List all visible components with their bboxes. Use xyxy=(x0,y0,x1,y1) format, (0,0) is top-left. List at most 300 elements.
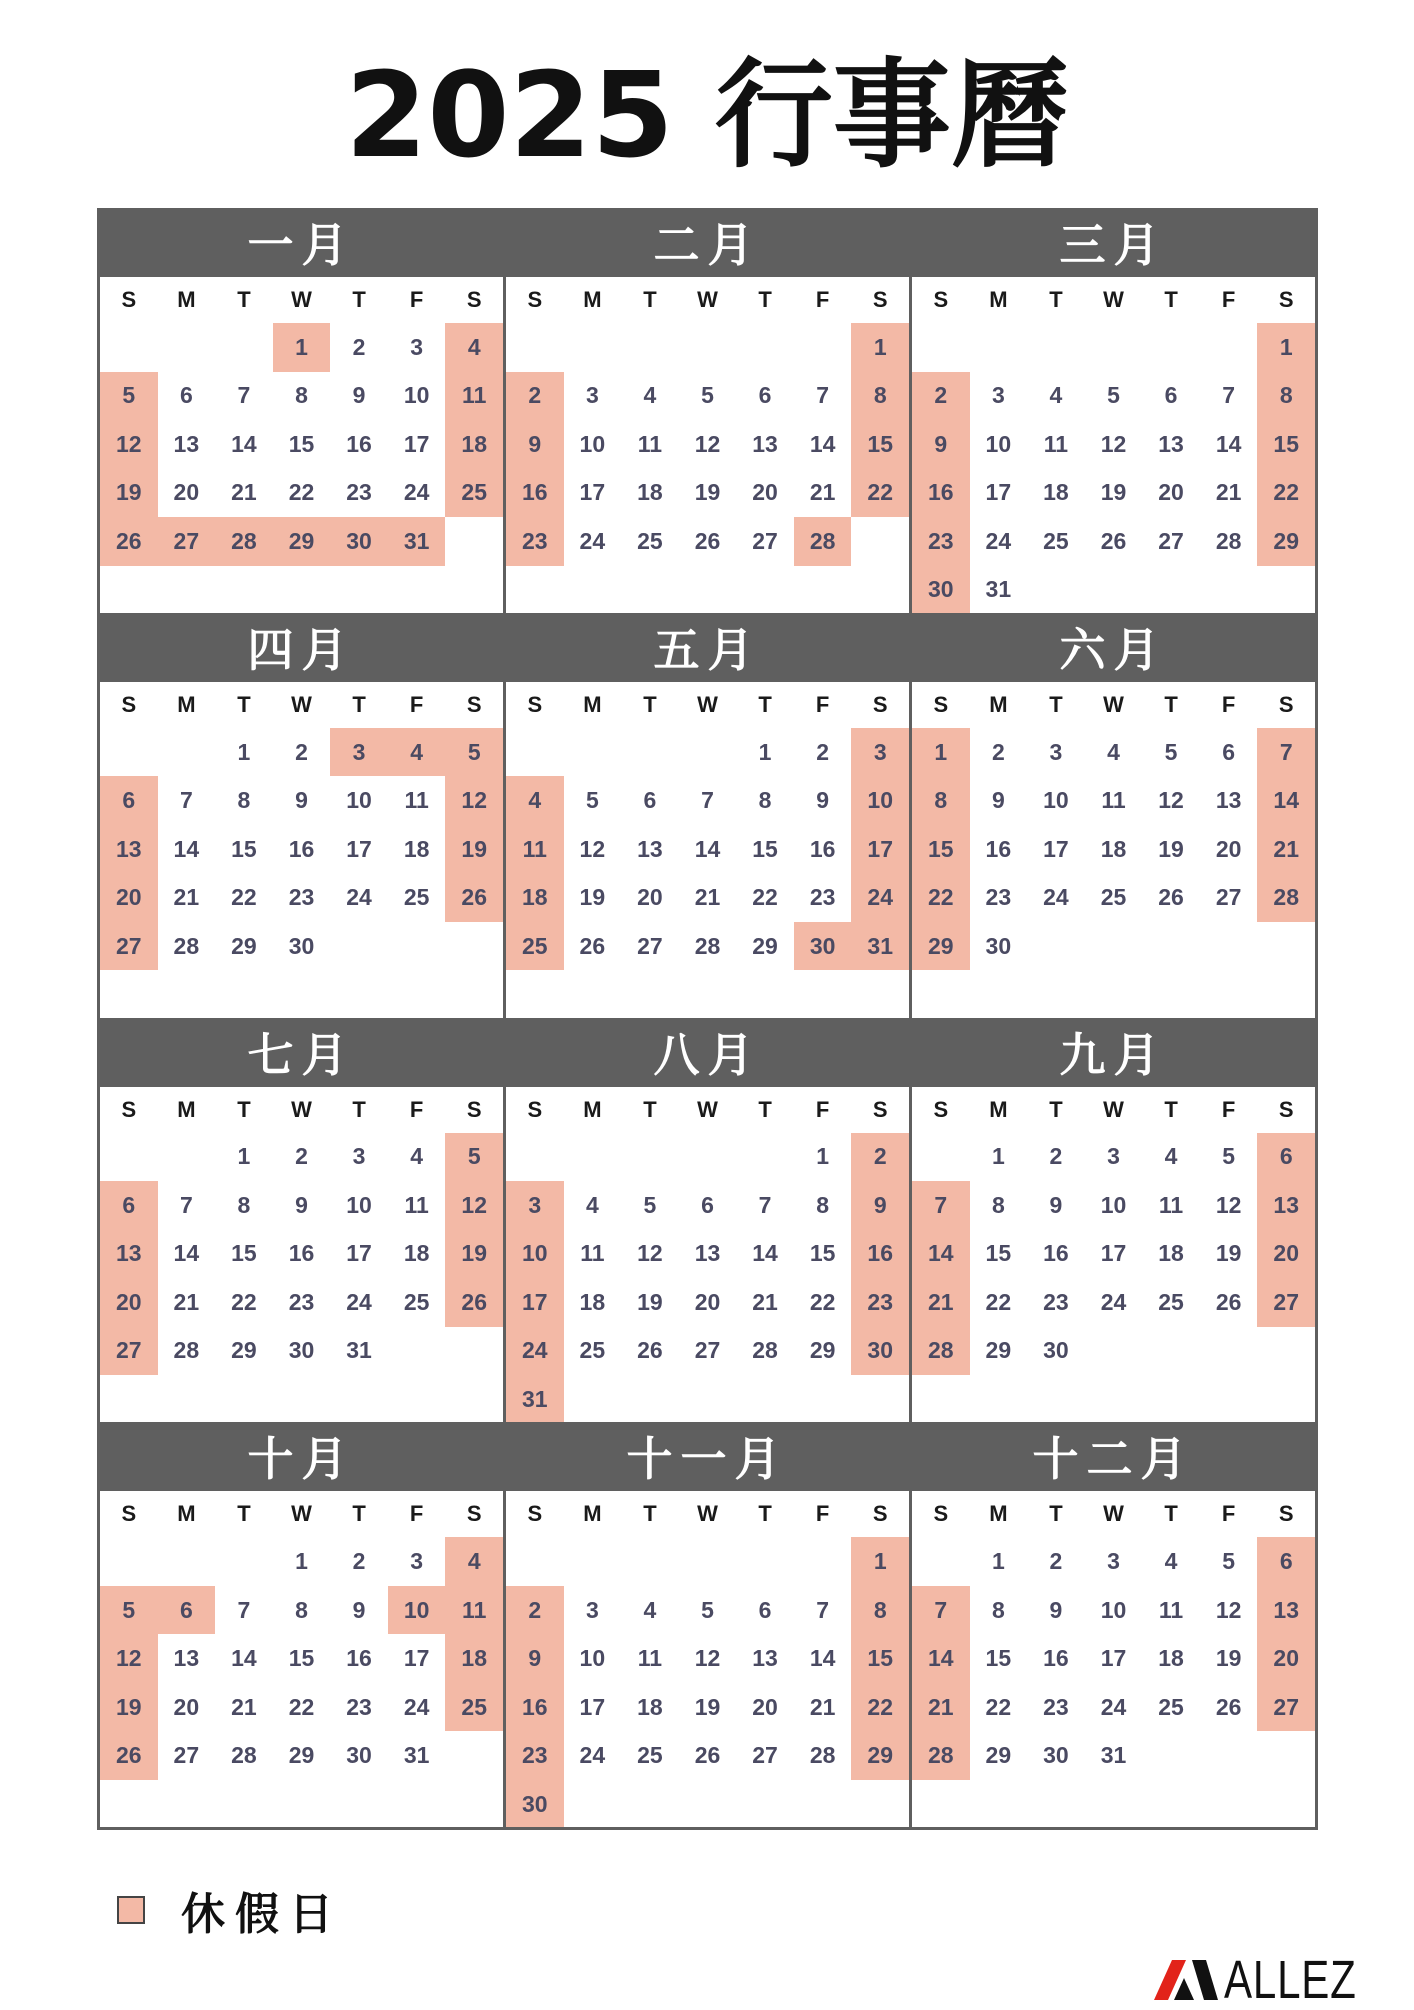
day-cell: 8 xyxy=(295,382,308,409)
day-cell: 1 xyxy=(991,1143,1005,1170)
day-cell: 12 xyxy=(694,430,721,457)
day-cell: 14 xyxy=(173,1240,200,1267)
weekday-label: S xyxy=(466,691,482,717)
holiday-day-cell: 22 xyxy=(851,1683,909,1732)
day-cell: 22 xyxy=(231,884,257,910)
day-cell: 11 xyxy=(637,1645,663,1671)
day-cell: 19 xyxy=(1158,835,1184,862)
day-cell: 7 xyxy=(816,1596,830,1623)
day-cell: 26 xyxy=(1158,884,1184,910)
day-cell: 2 xyxy=(352,333,366,360)
weekday-label: M xyxy=(989,287,1008,312)
month-block xyxy=(912,211,1315,613)
holiday-day-cell: 21 xyxy=(1257,825,1315,874)
weekday-label: S xyxy=(1278,287,1294,312)
weekday-label: W xyxy=(697,1096,718,1122)
holiday-day-cell: 9 xyxy=(506,1634,564,1683)
day-cell: 1 xyxy=(991,1548,1005,1574)
day-cell: 7 xyxy=(701,787,714,813)
day-cell: 20 xyxy=(1158,479,1184,506)
day-cell: 26 xyxy=(694,527,721,554)
weekday-label: S xyxy=(933,1501,949,1527)
day-cell: 27 xyxy=(173,1742,200,1768)
day-cell: 25 xyxy=(1043,527,1069,554)
day-cell: 3 xyxy=(410,333,424,360)
day-cell: 25 xyxy=(579,1337,606,1364)
holiday-day-cell: 25 xyxy=(445,1683,503,1732)
day-cell: 18 xyxy=(637,1693,663,1720)
weekday-label: S xyxy=(121,1096,137,1122)
month-header: 五月 xyxy=(506,616,909,682)
day-cell: 13 xyxy=(694,1240,721,1267)
month-block xyxy=(100,1021,503,1423)
weekday-label: T xyxy=(1049,287,1063,312)
month-header: 二月 xyxy=(506,211,909,277)
weekday-label: T xyxy=(1164,287,1178,312)
day-cell: 8 xyxy=(816,1191,830,1218)
day-cell: 9 xyxy=(352,1596,366,1623)
holiday-day-cell: 7 xyxy=(912,1586,970,1635)
day-cell: 9 xyxy=(1049,1596,1063,1623)
day-cell: 21 xyxy=(173,1288,200,1315)
empty-cell xyxy=(158,1537,216,1586)
day-cell: 28 xyxy=(809,1742,836,1768)
weekday-label: T xyxy=(643,1096,657,1122)
holiday-day-cell: 15 xyxy=(851,1634,909,1683)
holiday-day-cell: 6 xyxy=(100,1181,158,1230)
weekday-label: F xyxy=(1221,1096,1236,1122)
day-cell: 10 xyxy=(346,1191,372,1218)
day-cell: 30 xyxy=(346,1742,372,1768)
day-cell: 7 xyxy=(237,382,251,409)
holiday-day-cell: 23 xyxy=(506,517,564,566)
day-cell: 14 xyxy=(809,1645,836,1671)
weekday-label: S xyxy=(121,1501,137,1527)
year-calendar-grid xyxy=(97,208,1318,1830)
weekday-label: T xyxy=(237,1096,251,1122)
day-cell: 16 xyxy=(809,835,836,862)
month-days-grid xyxy=(912,682,1315,1018)
day-cell: 1 xyxy=(237,1143,251,1170)
day-cell: 22 xyxy=(288,1693,315,1720)
day-cell: 28 xyxy=(173,932,200,959)
holiday-day-cell: 26 xyxy=(100,517,158,566)
day-cell: 26 xyxy=(637,1337,663,1364)
holiday-day-cell: 12 xyxy=(445,1181,503,1230)
day-cell: 24 xyxy=(403,479,430,506)
day-cell: 7 xyxy=(179,1191,193,1218)
day-cell: 12 xyxy=(1215,1191,1242,1218)
weekday-label: W xyxy=(291,1096,312,1122)
legend-label: 休假日 xyxy=(181,1889,343,1940)
day-cell: 19 xyxy=(1100,479,1127,506)
day-cell: 24 xyxy=(579,1742,606,1768)
weekday-label: W xyxy=(291,1501,312,1527)
day-cell: 27 xyxy=(752,1742,778,1768)
day-cell: 25 xyxy=(637,527,663,554)
weekday-label: T xyxy=(758,1501,772,1527)
holiday-day-cell: 3 xyxy=(330,728,388,777)
holiday-day-cell: 20 xyxy=(1257,1230,1315,1279)
day-cell: 17 xyxy=(346,1240,372,1267)
day-cell: 1 xyxy=(295,1548,308,1574)
month-block xyxy=(506,1425,909,1827)
empty-cell xyxy=(506,728,564,777)
empty-cell xyxy=(912,323,970,372)
month-block xyxy=(100,1425,503,1827)
holiday-day-cell: 20 xyxy=(1257,1634,1315,1683)
empty-cell xyxy=(679,728,737,777)
empty-cell xyxy=(621,728,679,777)
holiday-day-cell: 30 xyxy=(330,517,388,566)
day-cell: 27 xyxy=(694,1337,721,1364)
weekday-label: S xyxy=(466,287,482,312)
day-cell: 31 xyxy=(985,576,1012,603)
holiday-day-cell: 21 xyxy=(912,1278,970,1327)
month-header: 十一月 xyxy=(506,1425,909,1491)
day-cell: 16 xyxy=(1043,1645,1069,1671)
weekday-label: S xyxy=(1278,1501,1294,1527)
day-cell: 12 xyxy=(637,1240,663,1267)
day-cell: 5 xyxy=(1107,382,1120,409)
day-cell: 20 xyxy=(173,479,200,506)
holiday-day-cell: 25 xyxy=(506,922,564,971)
day-cell: 27 xyxy=(1158,527,1184,554)
holiday-day-cell: 13 xyxy=(100,825,158,874)
day-cell: 5 xyxy=(1222,1548,1236,1574)
holiday-day-cell: 26 xyxy=(445,1278,503,1327)
day-cell: 6 xyxy=(179,382,193,409)
day-cell: 24 xyxy=(403,1693,430,1720)
day-cell: 8 xyxy=(237,1191,251,1218)
month-block xyxy=(100,211,503,613)
holiday-day-cell: 5 xyxy=(445,1133,503,1182)
day-cell: 13 xyxy=(173,430,200,457)
empty-cell xyxy=(506,323,564,372)
day-cell: 6 xyxy=(1164,382,1178,409)
weekday-label: F xyxy=(409,1501,424,1527)
day-cell: 6 xyxy=(1222,738,1236,765)
holiday-day-cell: 5 xyxy=(100,372,158,421)
holiday-day-cell: 29 xyxy=(1257,517,1315,566)
day-cell: 24 xyxy=(1043,884,1069,910)
day-cell: 15 xyxy=(288,1645,315,1671)
holiday-day-cell: 27 xyxy=(1257,1278,1315,1327)
day-cell: 24 xyxy=(579,527,606,554)
holiday-day-cell: 9 xyxy=(506,420,564,469)
day-cell: 14 xyxy=(809,430,836,457)
holiday-day-cell: 20 xyxy=(100,1278,158,1327)
day-cell: 16 xyxy=(288,1240,315,1267)
empty-cell xyxy=(100,1537,158,1586)
day-cell: 11 xyxy=(1101,787,1126,813)
day-cell: 22 xyxy=(985,1693,1012,1720)
month-block xyxy=(506,1021,909,1423)
weekday-label: M xyxy=(177,1501,196,1527)
day-cell: 8 xyxy=(991,1191,1005,1218)
holiday-day-cell: 27 xyxy=(158,517,216,566)
day-cell: 13 xyxy=(1158,430,1184,457)
month-block xyxy=(912,1021,1315,1423)
day-cell: 20 xyxy=(694,1288,721,1315)
day-cell: 1 xyxy=(237,738,251,765)
holiday-day-cell: 1 xyxy=(273,323,331,372)
holiday-day-cell: 9 xyxy=(851,1181,909,1230)
day-cell: 1 xyxy=(816,1143,830,1170)
day-cell: 10 xyxy=(579,1645,606,1671)
day-cell: 18 xyxy=(1158,1645,1184,1671)
day-cell: 26 xyxy=(694,1742,721,1768)
empty-cell xyxy=(736,1537,794,1586)
day-cell: 21 xyxy=(809,479,836,506)
weekday-label: M xyxy=(989,691,1008,717)
day-cell: 16 xyxy=(985,835,1012,862)
day-cell: 25 xyxy=(403,1288,430,1315)
weekday-label: S xyxy=(872,1501,888,1527)
day-cell: 16 xyxy=(346,1645,372,1671)
weekday-label: S xyxy=(527,1096,543,1122)
day-cell: 3 xyxy=(352,1143,366,1170)
weekday-label: T xyxy=(1049,691,1063,717)
weekday-label: W xyxy=(1103,691,1124,717)
month-block xyxy=(912,616,1315,1018)
day-cell: 13 xyxy=(752,430,778,457)
day-cell: 6 xyxy=(701,1191,714,1218)
holiday-day-cell: 13 xyxy=(1257,1181,1315,1230)
day-cell: 15 xyxy=(231,1240,257,1267)
day-cell: 14 xyxy=(752,1240,778,1267)
day-cell: 30 xyxy=(288,1337,315,1364)
holiday-day-cell: 27 xyxy=(100,1327,158,1376)
month-days-grid xyxy=(912,1087,1315,1423)
empty-cell xyxy=(679,1537,737,1586)
day-cell: 20 xyxy=(1215,835,1242,862)
day-cell: 9 xyxy=(816,787,830,813)
day-cell: 28 xyxy=(1215,527,1242,554)
weekday-label: T xyxy=(352,1501,366,1527)
day-cell: 18 xyxy=(403,835,430,862)
holiday-day-cell: 15 xyxy=(912,825,970,874)
holiday-day-cell: 15 xyxy=(851,420,909,469)
day-cell: 8 xyxy=(758,787,772,813)
weekday-label: W xyxy=(291,287,312,312)
holiday-day-cell: 23 xyxy=(912,517,970,566)
weekday-label: W xyxy=(291,691,312,717)
holiday-day-cell: 31 xyxy=(388,517,446,566)
empty-cell xyxy=(679,323,737,372)
holiday-day-cell: 21 xyxy=(912,1683,970,1732)
holiday-day-cell: 7 xyxy=(1257,728,1315,777)
holiday-day-cell: 5 xyxy=(445,728,503,777)
day-cell: 5 xyxy=(643,1191,657,1218)
holiday-day-cell: 14 xyxy=(1257,776,1315,825)
day-cell: 18 xyxy=(1100,835,1127,862)
empty-cell xyxy=(100,1133,158,1182)
weekday-label: M xyxy=(583,287,602,312)
holiday-day-cell: 6 xyxy=(1257,1537,1315,1586)
weekday-label: M xyxy=(583,691,602,717)
day-cell: 5 xyxy=(585,787,599,813)
holiday-day-cell: 6 xyxy=(100,776,158,825)
weekday-label: T xyxy=(352,1096,366,1122)
weekday-label: T xyxy=(643,287,657,312)
day-cell: 29 xyxy=(752,932,778,959)
empty-cell xyxy=(564,1133,622,1182)
weekday-label: S xyxy=(872,691,888,717)
day-cell: 11 xyxy=(1158,1191,1184,1218)
day-cell: 11 xyxy=(1043,430,1069,457)
empty-cell xyxy=(158,1133,216,1182)
day-cell: 7 xyxy=(816,382,830,409)
holiday-day-cell: 31 xyxy=(851,922,909,971)
weekday-label: F xyxy=(1221,691,1236,717)
holiday-day-cell: 28 xyxy=(1257,873,1315,922)
day-cell: 3 xyxy=(991,382,1005,409)
day-cell: 11 xyxy=(580,1240,605,1267)
empty-cell xyxy=(215,323,273,372)
month-days-grid xyxy=(912,1491,1315,1827)
weekday-label: T xyxy=(352,691,366,717)
holiday-day-cell: 4 xyxy=(506,776,564,825)
month-block xyxy=(506,616,909,1018)
day-cell: 30 xyxy=(985,932,1012,959)
weekday-label: M xyxy=(583,1501,602,1527)
holiday-day-cell: 17 xyxy=(851,825,909,874)
holiday-day-cell: 22 xyxy=(912,873,970,922)
weekday-label: F xyxy=(409,1096,424,1122)
day-cell: 3 xyxy=(410,1548,424,1574)
day-cell: 18 xyxy=(637,479,663,506)
day-cell: 28 xyxy=(694,932,721,959)
day-cell: 2 xyxy=(295,1143,308,1170)
holiday-day-cell: 2 xyxy=(851,1133,909,1182)
day-cell: 11 xyxy=(404,787,429,813)
day-cell: 19 xyxy=(694,1693,721,1720)
holiday-day-cell: 22 xyxy=(851,469,909,518)
day-cell: 19 xyxy=(637,1288,663,1315)
day-cell: 26 xyxy=(1215,1288,1242,1315)
day-cell: 9 xyxy=(352,382,366,409)
weekday-label: S xyxy=(527,287,543,312)
day-cell: 17 xyxy=(579,1693,606,1720)
day-cell: 3 xyxy=(1107,1143,1120,1170)
day-cell: 4 xyxy=(585,1191,599,1218)
day-cell: 2 xyxy=(1049,1143,1063,1170)
day-cell: 24 xyxy=(1100,1693,1127,1720)
holiday-day-cell: 30 xyxy=(794,922,852,971)
day-cell: 19 xyxy=(1215,1645,1242,1671)
holiday-day-cell: 12 xyxy=(100,420,158,469)
month-days-grid xyxy=(506,1491,909,1827)
day-cell: 10 xyxy=(346,787,372,813)
day-cell: 17 xyxy=(403,430,430,457)
month-header: 六月 xyxy=(912,616,1315,682)
day-cell: 26 xyxy=(579,932,606,959)
holiday-day-cell: 5 xyxy=(100,1586,158,1635)
day-cell: 29 xyxy=(288,1742,315,1768)
day-cell: 10 xyxy=(1100,1596,1127,1623)
holiday-day-cell: 12 xyxy=(445,776,503,825)
holiday-day-cell: 3 xyxy=(506,1181,564,1230)
month-header: 一月 xyxy=(100,211,503,277)
day-cell: 5 xyxy=(701,382,714,409)
holiday-day-cell: 28 xyxy=(215,517,273,566)
day-cell: 12 xyxy=(579,835,606,862)
day-cell: 25 xyxy=(637,1742,663,1768)
weekday-label: W xyxy=(697,1501,718,1527)
empty-cell xyxy=(506,1537,564,1586)
day-cell: 9 xyxy=(1049,1191,1063,1218)
holiday-day-cell: 18 xyxy=(445,420,503,469)
day-cell: 9 xyxy=(295,787,308,813)
weekday-label: W xyxy=(697,287,718,312)
day-cell: 2 xyxy=(295,738,308,765)
day-cell: 3 xyxy=(585,1596,599,1623)
day-cell: 24 xyxy=(1100,1288,1127,1315)
holiday-day-cell: 16 xyxy=(851,1230,909,1279)
day-cell: 13 xyxy=(173,1645,200,1671)
weekday-label: F xyxy=(815,1501,830,1527)
holiday-day-cell: 31 xyxy=(506,1375,564,1422)
weekday-label: S xyxy=(933,1096,949,1122)
legend xyxy=(117,1880,343,1940)
day-cell: 11 xyxy=(1158,1596,1184,1623)
empty-cell xyxy=(100,323,158,372)
empty-cell xyxy=(736,323,794,372)
month-days-grid xyxy=(100,277,503,613)
day-cell: 17 xyxy=(985,479,1012,506)
day-cell: 16 xyxy=(346,430,372,457)
empty-cell xyxy=(158,728,216,777)
day-cell: 25 xyxy=(1100,884,1127,910)
holiday-day-cell: 8 xyxy=(1257,372,1315,421)
day-cell: 29 xyxy=(809,1337,836,1364)
day-cell: 17 xyxy=(1043,835,1069,862)
day-cell: 21 xyxy=(173,884,200,910)
weekday-label: F xyxy=(409,287,424,312)
day-cell: 18 xyxy=(1043,479,1069,506)
day-cell: 28 xyxy=(231,1742,257,1768)
day-cell: 7 xyxy=(1222,382,1236,409)
day-cell: 5 xyxy=(1222,1143,1236,1170)
weekday-label: F xyxy=(815,287,830,312)
month-header: 七月 xyxy=(100,1021,503,1087)
day-cell: 23 xyxy=(346,479,372,506)
weekday-label: S xyxy=(1278,1096,1294,1122)
holiday-day-cell: 16 xyxy=(912,469,970,518)
weekday-label: S xyxy=(1278,691,1294,717)
day-cell: 7 xyxy=(758,1191,772,1218)
day-cell: 15 xyxy=(752,835,778,862)
day-cell: 29 xyxy=(985,1742,1012,1768)
holiday-day-cell: 28 xyxy=(912,1731,970,1780)
day-cell: 22 xyxy=(809,1288,836,1315)
empty-cell xyxy=(1085,323,1143,372)
holiday-day-cell: 19 xyxy=(100,469,158,518)
holiday-day-cell: 8 xyxy=(851,1586,909,1635)
weekday-label: T xyxy=(758,691,772,717)
month-header: 十二月 xyxy=(912,1425,1315,1491)
holiday-day-cell: 4 xyxy=(445,323,503,372)
holiday-day-cell: 19 xyxy=(445,825,503,874)
holiday-day-cell: 24 xyxy=(506,1327,564,1376)
day-cell: 17 xyxy=(346,835,372,862)
holiday-day-cell: 30 xyxy=(851,1327,909,1376)
weekday-label: M xyxy=(989,1096,1008,1122)
holiday-day-cell: 19 xyxy=(100,1683,158,1732)
day-cell: 17 xyxy=(1100,1645,1127,1671)
weekday-label: S xyxy=(933,287,949,312)
